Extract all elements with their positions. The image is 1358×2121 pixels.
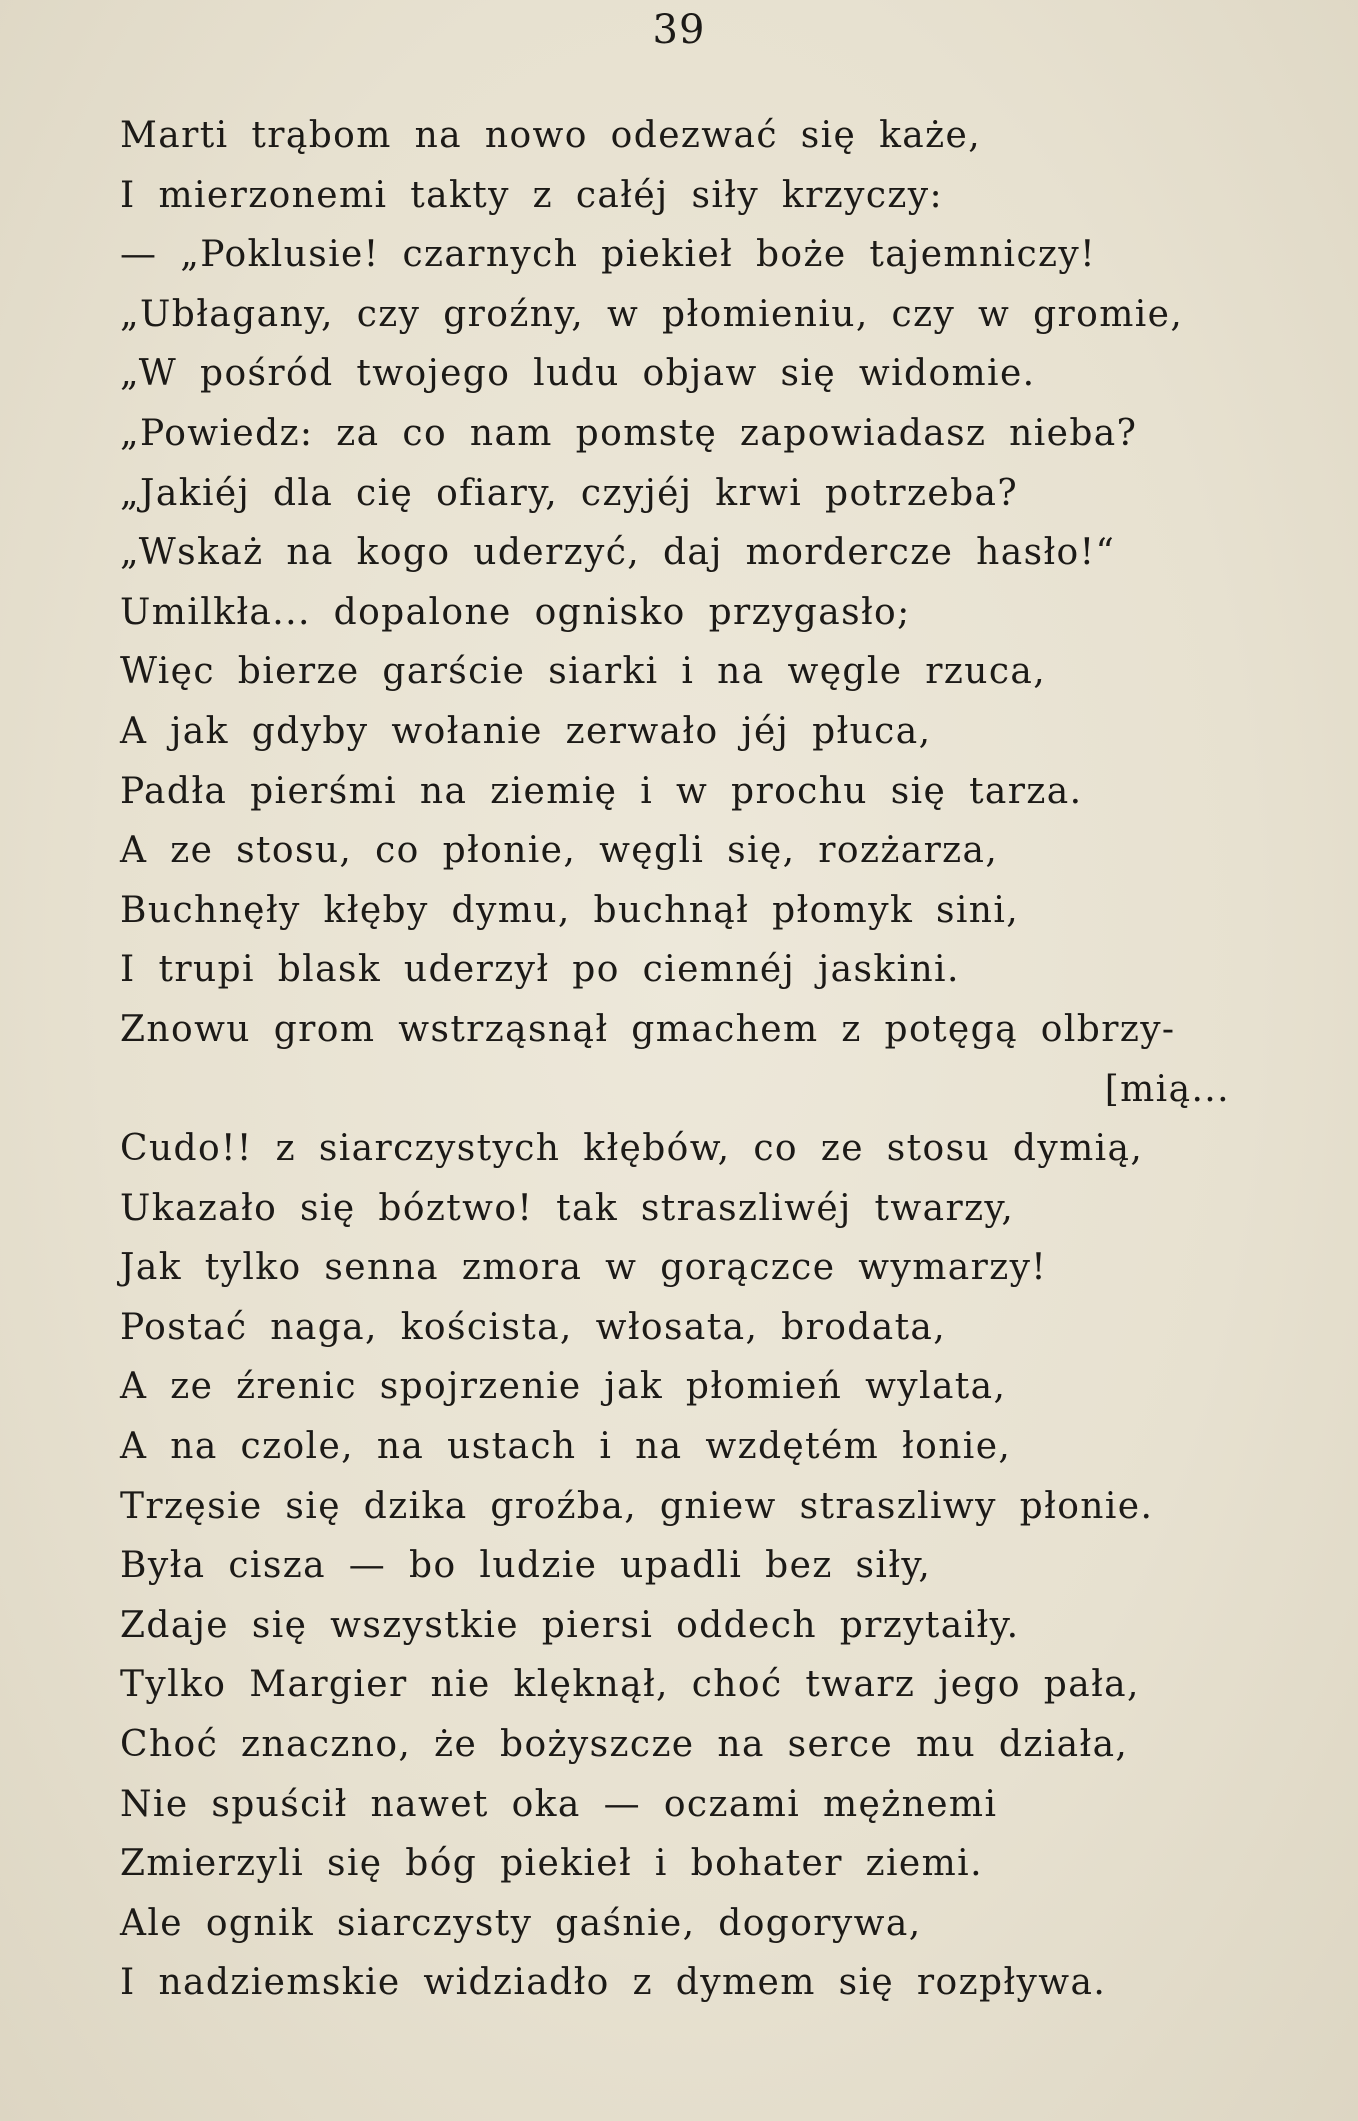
verse-line-4: „Ubłagany, czy groźny, w płomieniu, czy w gromie, (120, 293, 1184, 335)
verse-line-28: Nie spuścił nawet oka — oczami mężnemi (120, 1783, 998, 1825)
verse-line-8: „Wskaż na kogo uderzyć, daj mordercze hasło!“ (120, 532, 1116, 574)
verse-line-29: Zmierzyli się bóg piekieł i bohater ziemi. (120, 1843, 983, 1885)
verse-line-6: „Powiedz: za co nam pomstę zapowiadasz nieba? (120, 412, 1138, 454)
verse-line-30: Ale ognik siarczysty gaśnie, dogorywa, (120, 1902, 922, 1944)
verse-line-18: Ukazało się bóztwo! tak straszliwéj twarzy, (120, 1187, 1015, 1229)
verse-line-22: A na czole, na ustach i na wzdętém łonie, (120, 1426, 1012, 1468)
page-number: 39 (652, 7, 706, 53)
verse-line-19: Jak tylko senna zmora w gorączce wymarzy! (120, 1247, 1048, 1289)
verse-line-11: A jak gdyby wołanie zerwało jéj płuca, (120, 710, 932, 752)
verse-line-13: A ze stosu, co płonie, węgli się, rozżarza, (120, 830, 999, 872)
verse-line-7: „Jakiéj dla cię ofiary, czyjéj krwi potrzeba? (120, 472, 1019, 514)
verse-line-12: Padła pierśmi na ziemię i w prochu się tarza. (120, 770, 1083, 812)
verse-line-31: I nadziemskie widziadło z dymem się rozpływa. (120, 1962, 1107, 2004)
verse-line-16: Znowu grom wstrząsnął gmachem z potęgą olbrzy- (120, 1008, 1176, 1050)
verse-line-9: Umilkła... dopalone ognisko przygasło; (120, 591, 911, 633)
verse-line-26: Tylko Margier nie klęknął, choć twarz jego pała, (120, 1664, 1140, 1706)
verse-line-10: Więc bierze garście siarki i na węgle rzuca, (120, 651, 1047, 693)
verse-line-17: Cudo!! z siarczystych kłębów, co ze stosu dymią, (120, 1128, 1144, 1170)
poem-text (120, 106, 1300, 2013)
verse-line-16-continuation: [mią... (1104, 1068, 1230, 1110)
verse-line-23: Trzęsie się dzika groźba, gniew straszliwy płonie. (120, 1485, 1154, 1527)
verse-line-24: Była cisza — bo ludzie upadli bez siły, (120, 1545, 932, 1587)
verse-line-2: I mierzonemi takty z całéj siły krzyczy: (120, 174, 944, 216)
verse-line-21: A ze źrenic spojrzenie jak płomień wylata, (120, 1366, 1007, 1408)
verse-line-20: Postać naga, koścista, włosata, brodata, (120, 1306, 947, 1348)
verse-line-5: „W pośród twojego ludu objaw się widomie. (120, 353, 1036, 395)
verse-line-3: — „Poklusie! czarnych piekieł boże tajemniczy! (120, 234, 1096, 276)
verse-line-1: Marti trąbom na nowo odezwać się każe, (120, 115, 982, 156)
verse-line-14: Buchnęły kłęby dymu, buchnął płomyk sini, (120, 889, 1020, 931)
verse-line-25: Zdaje się wszystkie piersi oddech przytaiły. (120, 1604, 1020, 1646)
verse-line-27: Choć znaczno, że bożyszcze na serce mu działa, (120, 1724, 1129, 1766)
verse-line-15: I trupi blask uderzył po ciemnéj jaskini. (120, 949, 960, 991)
